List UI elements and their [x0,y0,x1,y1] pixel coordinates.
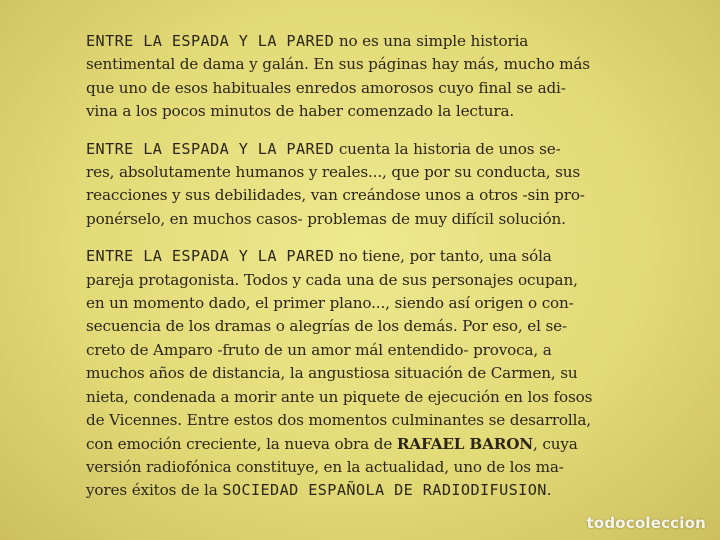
text-line [86,100,640,123]
text-line [86,292,640,315]
body-text: muchos años de distancia, la angustiosa situación de Carmen, su [86,364,578,383]
body-text: que uno de esos habituales enredos amorosos cuyo final se adi- [86,78,566,97]
text-line [86,315,640,338]
body-text: yores éxitos de la [86,481,223,500]
text-page [86,30,640,517]
body-text: no tiene, por tanto, una sóla [334,247,552,266]
text-line [86,456,640,479]
body-text: sentimental de dama y galán. En sus páginas hay más, mucho más [86,55,590,74]
body-text: cuenta la historia de unos se- [334,139,561,158]
title-caps-text: ENTRE LA ESPADA Y LA PARED [86,139,335,158]
author-name: RAFAEL BARON [396,434,534,453]
text-line [86,386,640,409]
body-text: versión radiofónica constituye, en la actualidad, uno de los ma- [86,457,564,476]
text-line [86,30,640,53]
body-text: con emoción creciente, la nueva obra de [86,434,397,453]
text-line [86,184,640,207]
body-text: reacciones y sus debilidades, van creándose unos a otros -sin pro- [86,186,585,205]
body-text: en un momento dado, el primer plano..., siendo así origen o con- [86,294,574,313]
watermark-logo [586,514,706,532]
text-line [86,362,640,385]
text-line [86,339,640,362]
paragraph [86,245,640,502]
text-line [86,245,640,268]
text-line [86,269,640,292]
title-caps-text: SOCIEDAD ESPAÑOLA DE RADIODIFUSION [222,481,547,500]
body-text: vina a los pocos minutos de haber comenzado la lectura. [86,102,515,121]
paragraph [86,138,640,232]
body-text: no es una simple historia [334,32,529,50]
body-text: secuencia de los dramas o alegrías de los demás. Por eso, el se- [86,317,567,336]
body-text: nieta, condenada a morir ante un piquete de ejecución en los fosos [86,387,593,406]
text-line [86,161,640,184]
body-text: pareja protagonista. Todos y cada una de sus personajes ocupan, [86,270,578,289]
watermark-text: todocoleccion [586,514,706,532]
title-caps-text: ENTRE LA ESPADA Y LA PARED [86,247,335,266]
title-caps-text: ENTRE LA ESPADA Y LA PARED [86,32,335,50]
body-text: . [546,481,552,500]
text-line [86,208,640,231]
text-line [86,433,640,456]
text-line [86,77,640,100]
body-text: , cuya [533,434,578,453]
text-line [86,138,640,161]
body-text: res, absolutamente humanos y reales..., que por su conducta, sus [86,163,581,182]
text-line [86,409,640,432]
body-text: de Vicennes. Entre estos dos momentos culminantes se desarrolla, [86,411,591,430]
text-line [86,479,640,502]
text-line [86,53,640,76]
body-text: creto de Amparo -fruto de un amor mál entendido- provoca, a [86,340,552,359]
paragraph [86,30,640,124]
body-text: ponérselo, en muchos casos- problemas de muy difícil solución. [86,209,566,228]
